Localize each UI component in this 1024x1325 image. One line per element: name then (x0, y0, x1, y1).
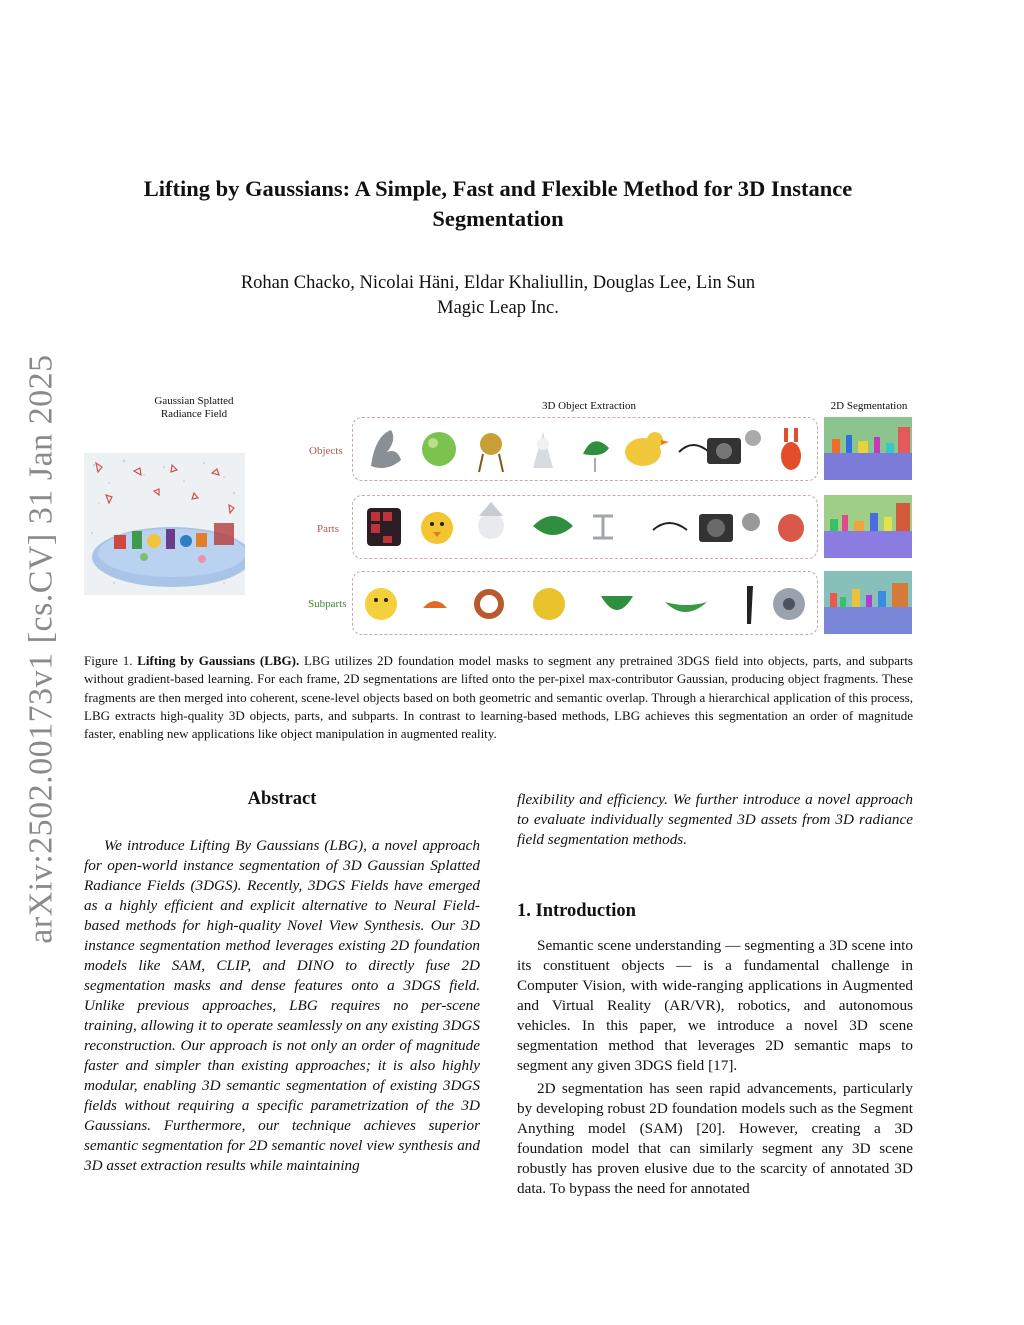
figure-caption (84, 652, 913, 743)
author-list: Rohan Chacko, Nicolai Häni, Eldar Khaliullin, Douglas Lee, Lin Sun (240, 273, 756, 293)
figure-1 (84, 395, 914, 640)
caption-text: LBG utilizes 2D foundation model masks to segment any pretrained 3DGS field into objects, parts, and subparts without gradient-based learning. For each frame, 2D segmentations are lifted onto the per-pixel max-contributor Gaussian, producing object fragments. These fragments are then merged into coherent, scene-level objects based on both geometric and semantic overlap. Through a hierarchical application of this process, LBG extracts high-quality 3D objects, parts, and subparts. In contrast to learning-based methods, LBG achieves this segmentation an order of magnitude faster, enabling new applications like object manipulation in augmented reality. (84, 653, 913, 742)
segmentation-image-parts (824, 495, 912, 558)
subparts-row (352, 571, 818, 635)
extraction-label: 3D Object Extraction (541, 400, 637, 412)
affiliation: Magic Leap Inc. (437, 298, 559, 318)
caption-bold-title: Lifting by Gaussians (LBG). (137, 653, 300, 668)
arxiv-id-text: arXiv:2502.00173v1 [cs.CV] 31 Jan 2025 (23, 354, 61, 944)
abstract-text: We introduce Lifting By Gaussians (LBG), a novel approach for open-world instance segmentation of 3D Gaussian Splatted Radiance Fields (3DGS). Recently, 3DGS Fields have emerged as a highly efficient and explicit alternative to Neural Field-based methods for high-quality Novel View Synthesis. Our 3D instance segmentation method leverages existing 2D foundation models like SAM, CLIP, and DINO to directly fuse 2D segmentation masks and dense features onto a 3DGS field. Unlike previous approaches, LBG requires no per-scene training, allowing it to operate seamlessly on any existing 3DGS reconstruction. Our approach is not only an order of magnitude faster and simpler than existing approaches; it is also highly modular, enabling 3D semantic segmentation of existing 3DGS fields without requiring a specific parametrization of the 3D Gaussians. Furthermore, our technique achieves superior semantic segmentation for 2D semantic novel view synthesis and 3D asset extraction results while maintaining (84, 837, 480, 1174)
segmentation-image-objects (824, 417, 912, 480)
caption-prefix: Figure 1. (84, 653, 138, 668)
abstract-continuation: flexibility and efficiency. We further introduce a novel approach to evaluate individually segmented 3D assets from 3D radiance field segmentation methods. (517, 791, 913, 848)
author-block (100, 271, 896, 321)
segmentation-image-subparts (824, 571, 912, 634)
row-label-objects: Objects (309, 445, 343, 457)
objects-thumbnails (353, 418, 817, 480)
right-column (517, 790, 913, 1202)
introduction-heading: 1. Introduction (517, 901, 636, 921)
paper-title: Lifting by Gaussians: A Simple, Fast and Flexible Method for 3D Instance Segmentation (143, 176, 853, 231)
scene-label-line2: Radiance Field (160, 408, 228, 420)
row-label-parts: Parts (317, 523, 339, 535)
gaussian-scene-image (84, 453, 245, 595)
arxiv-side-identifier (22, 354, 62, 944)
introduction-paragraph-1: Semantic scene understanding — segmenting a 3D scene into its constituent objects — is a fundamental challenge in Computer Vision, with wide-ranging applications in Augmented and Virtual Reality (AR/VR), robotics, and autonomous vehicles. In this paper, we introduce a novel 3D scene segmentation method that leverages 2D semantic maps to segment any given 3DGS field [17]. (517, 937, 913, 1074)
row-label-subparts: Subparts (308, 598, 347, 610)
left-column (84, 788, 480, 1176)
introduction-paragraph-2: 2D segmentation has seen rapid advancements, particularly by developing robust 2D foundation models such as the Segment Anything model (SAM) [20]. However, creating a 3D foundation model that can similarly segment any 3D scene robustly has proven elusive due to the scarcity of annotated 3D data. To bypass the need for annotated (517, 1080, 913, 1197)
objects-row (352, 417, 818, 481)
scene-label-line1: Gaussian Splatted (154, 395, 234, 407)
subparts-thumbnails (353, 572, 817, 634)
parts-row (352, 495, 818, 559)
scene-label (124, 395, 264, 421)
parts-thumbnails (353, 496, 817, 558)
abstract-heading: Abstract (247, 789, 317, 809)
segmentation-label: 2D Segmentation (830, 400, 908, 412)
